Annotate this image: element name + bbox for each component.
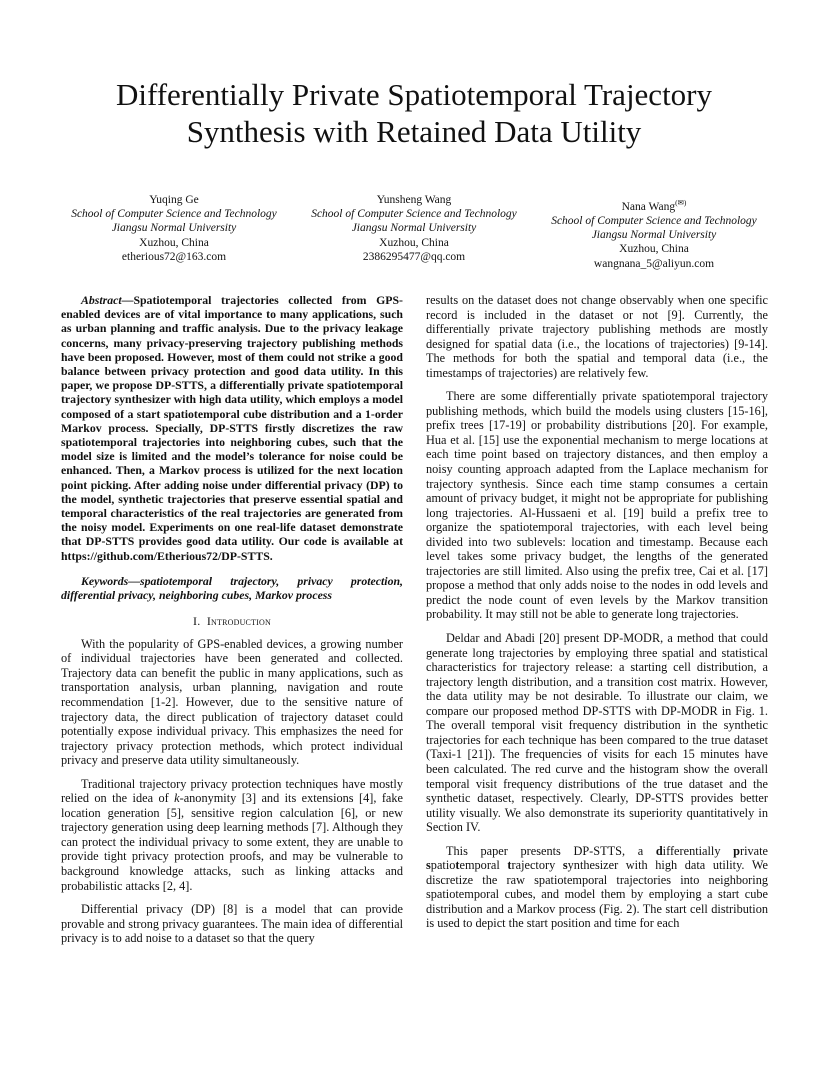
author-university: Jiangsu Normal University bbox=[351, 222, 477, 235]
paragraph: With the popularity of GPS-enabled devices, a growing number of individual trajectories have been generated and collected. Trajectory data can benefit the public in many applications, such as transportation analysis, urban planning, navigation and route recommendation [1-2]. However, due to the sensitive nature of trajectory data, the direct publication of trajectory dataset could potentially expose individual privacy. This emphasizes the need for trajectory privacy protection methods, which protect individual privacy and preserve data utility simultaneously. bbox=[61, 636, 403, 768]
paragraph: Differential privacy (DP) [8] is a model that can provide provable and strong privacy guarantees. The main idea of differential privacy is to add noise to a dataset so that the query bbox=[61, 902, 403, 946]
paper-title bbox=[40, 76, 788, 150]
corresponding-author-mail-icon: (✉) bbox=[675, 198, 687, 207]
author-affiliation: School of Computer Science and Technology bbox=[71, 208, 277, 221]
paragraph: Deldar and Abadi [20] present DP-MODR, a method that could generate long trajectories by employing three spatial and statistical characteristics for trajectory release: a starting cell distribution, a trajectory length distribution, and a transition cost matrix. However, the data utility may be not desirable. To illustrate our claim, we compare our proposed method DP-STTS with DP-MODR in Fig. 1. The overall temporal visit frequency distribution in the synthetic trajectories for each technique has been compared to the true dataset (Taxi-1 [21]). The frequencies of visits for each 15 minutes have been calculated. The red curve and the histogram show the overall temporal visit frequency distributions of the true dataset and the synthetic dataset, respectively. Clearly, DP-STTS provides better utility visually. We also demonstrate its superiority quantitatively in Section IV. bbox=[426, 631, 768, 835]
author-name: Yunsheng Wang bbox=[376, 194, 452, 206]
paragraph: There are some differentially private spatiotemporal trajectory publishing methods, which build the models using clusters [15-16], prefix trees [17-19] or probability distributions [20]. For example, Hua et al. [15] use the exponential mechanism to merge locations at each time point based on trajectory distances, and then employ a noisy counting approach adapted from the Laplace mechanism for trajectory synthesis. Since each time stamp consumes a certain amount of privacy budget, it might not be appropriate for publishing long trajectories. Al-Hussaeni et al. [19] build a prefix tree to organize the spatiotemporal trajectories, with each level being divided into two sublevels: location and timestamp. Because each level takes some privacy budget, the lengths of the generated trajectories are still limited. Also using the prefix tree, Cai et al. [17] propose a method that only adds noise to the nodes in odd levels and predict the node count of even levels by the Markov transition probability. It may still not be able to generate long trajectories. bbox=[426, 389, 768, 622]
title-line-1: Differentially Private Spatiotemporal Trajectory bbox=[115, 77, 713, 112]
author-block-1 bbox=[49, 193, 299, 264]
section-number: I. bbox=[193, 614, 201, 629]
section-title: Introduction bbox=[206, 614, 271, 629]
author-block-3 bbox=[529, 196, 779, 271]
abstract-text: —Spatiotemporal trajectories collected from GPS-enabled devices are of vital importance to many applications, such as urban planning and traffic analysis. Due to the privacy leakage concerns, many privacy-preserving trajectory publishing methods have been proposed. However, most of them could not strike a good balance between privacy protection and good data utility. In this paper, we propose DP-STTS, a differentially private spatiotemporal trajectory synthesizer with high data utility, which employs a model composed of a start spatiotemporal cube distribution and a 1-order Markov process. Specially, DP-STTS firstly discretizes the raw spatiotemporal trajectories into neighboring cubes, such that the model size is limited and the model’s tolerance for noise could be enhanced. Then, a Markov process is utilized for the next location point picking. After adding noise under differential privacy (DP) to the model, synthetic trajectories that preserve essential spatial and temporal characteristics of the real trajectories are generated from the noisy model. Experiments on one real-life dataset demonstrate that DP-STTS provides good data utility. Our code is available at https://github.com/Etherious72/DP-STTS. bbox=[61, 293, 403, 563]
paragraph: Traditional trajectory privacy protection techniques have mostly relied on the idea of k-anonymity [3] and its extensions [4], fake location generation [5], sensitive region calculation [6], or new trajectory generation using deep learning methods [7]. Although they can protect the individual privacy to some extent, they are unable to provide tight privacy protection proofs, and may be vulnerable to background knowledge attacks, such as linking attacks and probabilistic attacks [2, 4]. bbox=[61, 776, 403, 893]
left-column bbox=[61, 293, 403, 955]
author-affiliation: School of Computer Science and Technology bbox=[551, 215, 757, 228]
author-city: Xuzhou, China bbox=[379, 236, 449, 249]
author-email[interactable]: etherious72@163.com bbox=[121, 250, 227, 263]
author-university: Jiangsu Normal University bbox=[111, 222, 237, 235]
author-name: Yuqing Ge bbox=[149, 194, 199, 206]
keywords: Keywords—spatiotemporal trajectory, privacy protection, differential privacy, neighboring cubes, Markov process bbox=[61, 573, 403, 603]
title-line-2: Synthesis with Retained Data Utility bbox=[186, 114, 642, 149]
right-column bbox=[426, 293, 768, 940]
author-email[interactable]: wangnana_5@aliyun.com bbox=[593, 257, 715, 270]
abstract bbox=[61, 293, 403, 563]
author-block-2 bbox=[289, 193, 539, 264]
author-city: Xuzhou, China bbox=[139, 236, 209, 249]
author-name: Nana Wang(✉) bbox=[621, 198, 687, 213]
author-affiliation: School of Computer Science and Technology bbox=[311, 208, 517, 221]
paragraph: This paper presents DP-STTS, a differentially private spatiotemporal trajectory synthesizer with high data utility. We discretize the raw spatiotemporal trajectories into neighboring spatiotemporal cubes, and model them by employing a start cube distribution and a Markov process (Fig. 2). The start cell distribution is used to depict the start position and time for each bbox=[426, 843, 768, 931]
paragraph: results on the dataset does not change observably when one specific record is included in the dataset or not [9]. Currently, the differentially private trajectory publishing methods are mostly designed for spatial data (i.e., the locations of trajectories) [9-14]. The methods for both the spatial and temporal data (i.e., the timestamps of trajectories) are relatively few. bbox=[426, 293, 768, 380]
author-university: Jiangsu Normal University bbox=[591, 229, 717, 242]
section-heading-introduction bbox=[61, 614, 403, 629]
author-city: Xuzhou, China bbox=[619, 243, 689, 256]
abstract-lead: Abstract bbox=[81, 293, 122, 307]
author-email[interactable]: 2386295477@qq.com bbox=[362, 250, 466, 263]
